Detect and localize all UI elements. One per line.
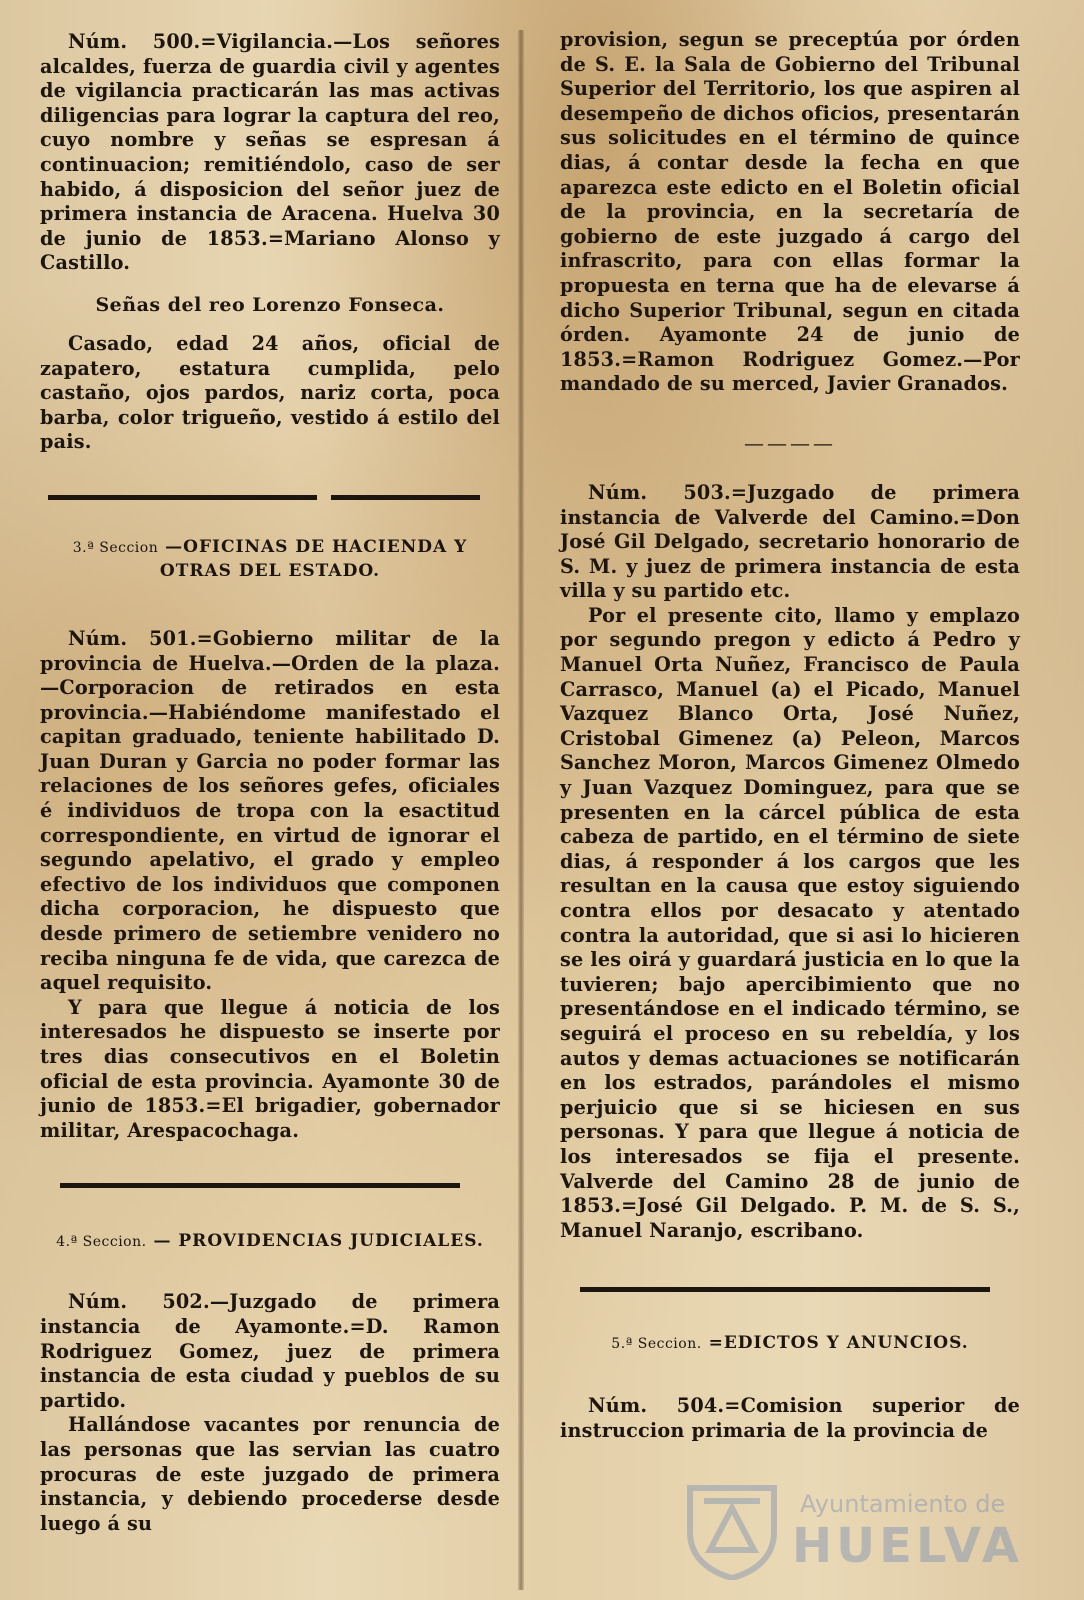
notice-503-cont: Por el presente cito, llamo y emplazo por segundo pregon y edicto á Pedro y Manuel Orta Nuñez, Francisco de Paula Carrasco, Manuel (a) el Picado, Manuel Vazquez Blanco Orta, José Nuñez, Cristobal Gimenez (a) Peleon, Marcos Sanchez Moron, Marcos Gimenez Olmedo y Juan Vazquez Dominguez, para que se presenten en la cárcel pública de esta cabeza de partido, en el término de siete dias, á responder á los cargos que les resultan en la causa que estoy siguiendo contra ellos por desacato y atentado contra la autoridad, que si asi lo hicieren se les oirá y guardará justicia en lo que la tuvieren; bajo apercibimiento que no presentándose en el indicado término, se seguirá el proceso en su rebeldía, y los autos y demas actuaciones se notificarán en los estrados, parándoles el mismo perjuicio que si se hiciesen en sus personas. Y para que llegue á noticia de los interesados se fija el presente. Valverde del Camino 28 de junio de 1853.=José Gil Delgado. P. M. de S. S., Manuel Naranjo, escribano. [560, 603, 1020, 1242]
notice-504: Núm. 504.=Comision superior de instruccion primaria de la provincia de [560, 1394, 1020, 1442]
section-divider [48, 495, 480, 500]
left-column [40, 28, 500, 1536]
page-gutter [518, 30, 524, 1590]
section-3-title: —OFICINAS DE HACIENDA Y OTRAS DEL ESTADO. [159, 536, 468, 581]
notice-502-cont: Hallándose vacantes por renuncia de las personas que las servian las cuatro procuras de este juzgado de primera instancia, y debiendo procederse desde luego á su [40, 1413, 500, 1535]
section-4-label: 4.ª Seccion. [56, 1234, 147, 1251]
section-4-title: — PROVIDENCIAS JUDICIALES. [153, 1231, 484, 1252]
notice-503: Núm. 503.=Juzgado de primera instancia de Valverde del Camino.=Don José Gil Delgado, secretario honorario de S. M. y juez de primera instancia de esta villa y su partido etc. [560, 480, 1020, 603]
senas-title: Señas del reo Lorenzo Fonseca. [95, 293, 445, 316]
coat-of-arms-icon [680, 1480, 784, 1580]
section-divider [580, 1287, 990, 1292]
right-column [560, 28, 1020, 1444]
notice-500: Núm. 500.=Vigilancia.—Los señores alcaldes, fuerza de guardia civil y agentes de vigilancia practicarán las mas activas diligencias para lograr la captura del reo, cuyo nombre y señas se espresan á continuacion; remitiéndolo, caso de ser habido, á disposicion del señor juez de primera instancia de Aracena. Huelva 30 de junio de 1853.=Mariano Alonso y Castillo. [40, 30, 500, 275]
archive-watermark [680, 1480, 1060, 1580]
senas-text: Casado, edad 24 años, oficial de zapatero, estatura cumplida, pelo castaño, ojos pardos, nariz corta, poca barba, color trigueño, vestido á estilo del pais. [40, 331, 500, 454]
section-5-heading [560, 1332, 1020, 1356]
section-3-label: 3.ª Seccion [72, 539, 159, 556]
separator-dash: ———— [744, 430, 836, 455]
notice-502-end: provision, segun se preceptúa por órden de S. E. la Sala de Gobierno del Tribunal Superior del Territorio, los que aspiren al desempeño de dichos oficios, presentarán sus solicitudes en el término de quince dias, á contar desde la fecha en que aparezca este edicto en el Boletin oficial de la provincia, en la secretaría de gobierno de este juzgado á cargo del infrascrito, para con ellas formar la propuesta en terna que ha de elevarse á dicho Superior Tribunal, segun en citada órden. Ayamonte 24 de junio de 1853.=Ramon Rodriguez Gomez.—Por mandado de su merced, Javier Granados. [560, 28, 1020, 396]
notice-501: Núm. 501.=Gobierno militar de la provincia de Huelva.—Orden de la plaza.—Corporacion de retirados en esta provincia.—Habiéndome manifestado el capitan graduado, teniente habilitado D. Juan Duran y Garcia no poder formar las relaciones de los señores gefes, oficiales é individuos de tropa con la esactitud correspondiente, en virtud de ignorar el segundo apelativo, el grado y empleo efectivo de los individuos que componen dicha corporacion, he dispuesto que desde primero de setiembre venidero no reciba ninguna fe de vida, que carezca de aquel requisito. [40, 626, 500, 995]
notice-501-cont: Y para que llegue á noticia de los interesados he dispuesto se inserte por tres dias consecutivos en el Boletin oficial de esta provincia. Ayamonte 30 de junio de 1853.=El brigadier, gobernador militar, Arespacochaga. [40, 995, 500, 1142]
watermark-line1: Ayuntamiento de [800, 1490, 1006, 1518]
section-4-heading [40, 1230, 500, 1254]
section-3-heading [40, 536, 500, 583]
section-divider [60, 1183, 460, 1188]
section-5-title: =EDICTOS Y ANUNCIOS. [708, 1333, 969, 1354]
watermark-line2: HUELVA [792, 1518, 1023, 1574]
section-5-label: 5.ª Seccion. [611, 1336, 702, 1353]
notice-502: Núm. 502.—Juzgado de primera instancia de Ayamonte.=D. Ramon Rodriguez Gomez, juez de primera instancia de esta ciudad y pueblos de su partido. [40, 1290, 500, 1412]
